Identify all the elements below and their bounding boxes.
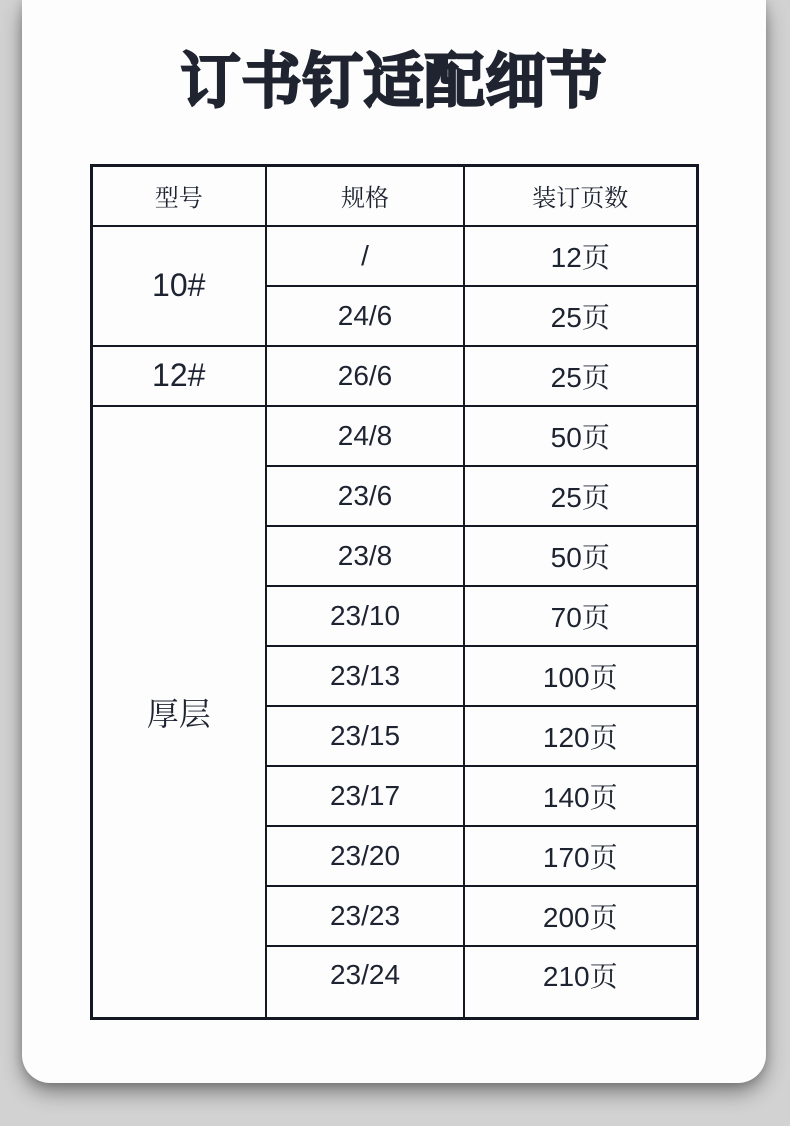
product-detail-card bbox=[22, 0, 766, 1083]
model-cell: 厚层 bbox=[91, 406, 266, 1019]
spec-cell: 24/8 bbox=[266, 406, 464, 466]
spec-cell: / bbox=[266, 226, 464, 286]
spec-cell: 26/6 bbox=[266, 346, 464, 406]
spec-cell: 23/24 bbox=[266, 946, 464, 1019]
pages-cell: 25页 bbox=[464, 466, 697, 526]
pages-cell: 170页 bbox=[464, 826, 697, 886]
model-cell: 12# bbox=[91, 346, 266, 406]
pages-cell: 25页 bbox=[464, 346, 697, 406]
table-row bbox=[91, 226, 697, 286]
spec-cell: 23/10 bbox=[266, 586, 464, 646]
spec-cell: 23/17 bbox=[266, 766, 464, 826]
column-header-model: 型号 bbox=[91, 166, 266, 226]
page-title: 订书钉适配细节 bbox=[180, 48, 608, 115]
column-header-spec: 规格 bbox=[266, 166, 464, 226]
spec-cell: 23/13 bbox=[266, 646, 464, 706]
staple-spec-table bbox=[90, 164, 699, 1020]
spec-cell: 23/15 bbox=[266, 706, 464, 766]
spec-cell: 24/6 bbox=[266, 286, 464, 346]
pages-cell: 50页 bbox=[464, 406, 697, 466]
table-row bbox=[91, 346, 697, 406]
pages-cell: 140页 bbox=[464, 766, 697, 826]
pages-cell: 12页 bbox=[464, 226, 697, 286]
model-cell: 10# bbox=[91, 226, 266, 346]
pages-cell: 50页 bbox=[464, 526, 697, 586]
table-header-row bbox=[91, 166, 697, 226]
pages-cell: 70页 bbox=[464, 586, 697, 646]
column-header-pages: 装订页数 bbox=[464, 166, 697, 226]
pages-cell: 25页 bbox=[464, 286, 697, 346]
spec-cell: 23/23 bbox=[266, 886, 464, 946]
pages-cell: 210页 bbox=[464, 946, 697, 1019]
pages-cell: 200页 bbox=[464, 886, 697, 946]
pages-cell: 100页 bbox=[464, 646, 697, 706]
spec-cell: 23/8 bbox=[266, 526, 464, 586]
pages-cell: 120页 bbox=[464, 706, 697, 766]
spec-cell: 23/6 bbox=[266, 466, 464, 526]
spec-cell: 23/20 bbox=[266, 826, 464, 886]
table-row bbox=[91, 406, 697, 466]
